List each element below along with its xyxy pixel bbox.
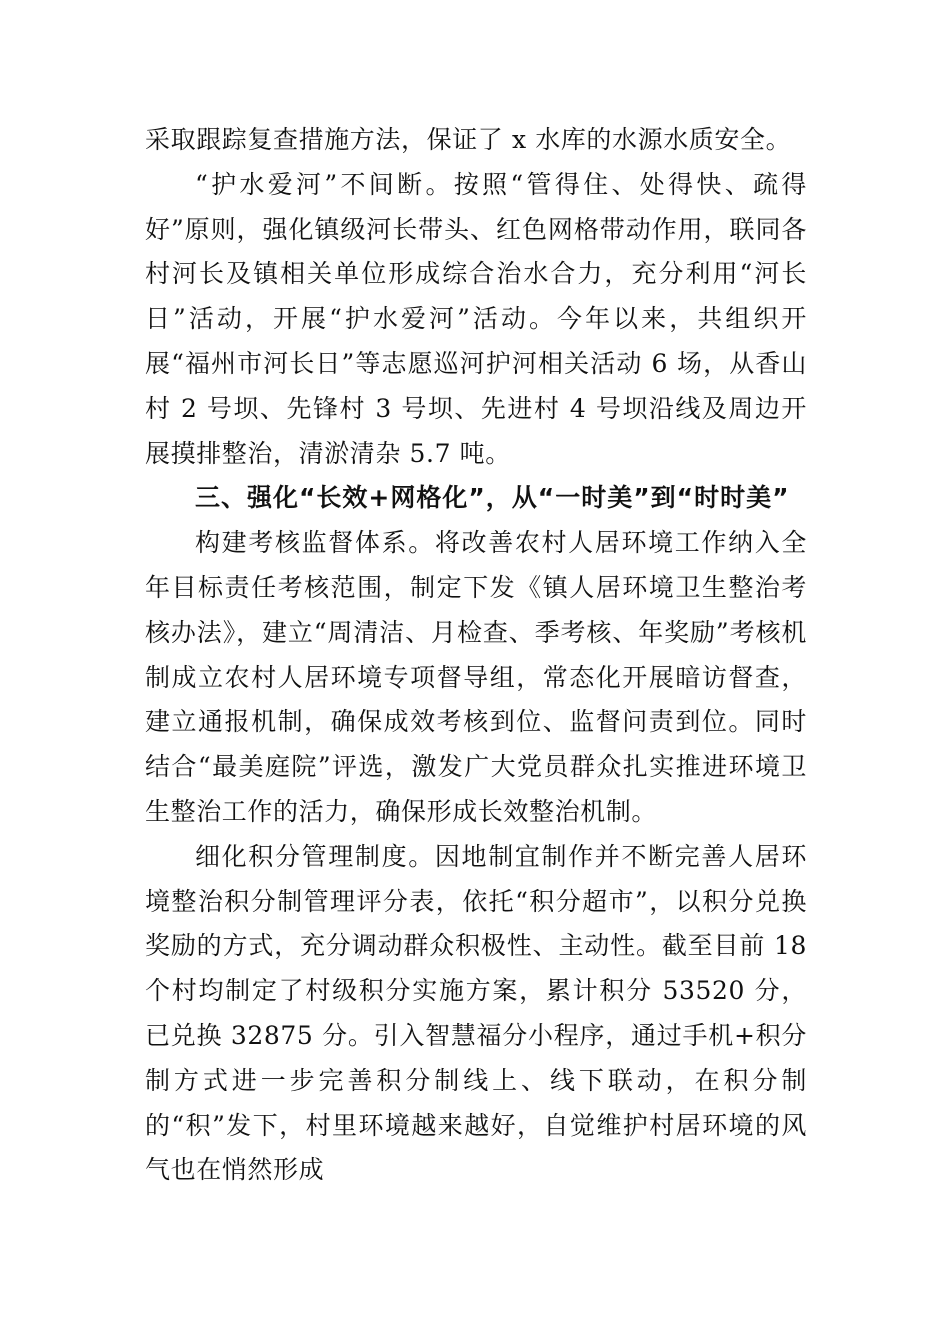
- document-body: [145, 118, 807, 1193]
- paragraph-continuation: 采取跟踪复查措施方法，保证了 x 水库的水源水质安全。: [145, 125, 792, 154]
- section-heading-3: 三、强化“长效+网格化”，从“一时美”到“时时美”: [195, 483, 790, 513]
- paragraph-points-system: 细化积分管理制度。因地制宜制作并不断完善人居环境整治积分制管理评分表，依托“积分超市”，以积分兑换奖励的方式，充分调动群众积极性、主动性。截至目前 18 个村均制定了村级积分实施方案，累计积分 53520 分，已兑换 32875 分。引入智慧福分小程序，通过手机+积分制方式进一步完善积分制线上、线下联动，在积分制的“积”发下，村里环境越来越好，自觉维护村居环境的风气也在悄然形成: [145, 841, 807, 1185]
- paragraph-assessment-system: 构建考核监督体系。将改善农村人居环境工作纳入全年目标责任考核范围，制定下发《镇人居环境卫生整治考核办法》，建立“周清洁、月检查、季考核、年奖励”考核机制成立农村人居环境专项督导组，常态化开展暗访督查，建立通报机制，确保成效考核到位、监督问责到位。同时结合“最美庭院”评选，激发广大党员群众扎实推进环境卫生整治工作的活力，确保形成长效整治机制。: [145, 528, 807, 826]
- paragraph-river-protection: “护水爱河”不间断。按照“管得住、处得快、疏得好”原则，强化镇级河长带头、红色网格带动作用，联同各村河长及镇相关单位形成综合治水合力，充分利用“河长日”活动，开展“护水爱河”活动。今年以来，共组织开展“福州市河长日”等志愿巡河护河相关活动 6 场，从香山村 2 号坝、先锋村 3 号坝、先进村 4 号坝沿线及周边开展摸排整治，清淤清杂 5.7 吨。: [145, 169, 807, 468]
